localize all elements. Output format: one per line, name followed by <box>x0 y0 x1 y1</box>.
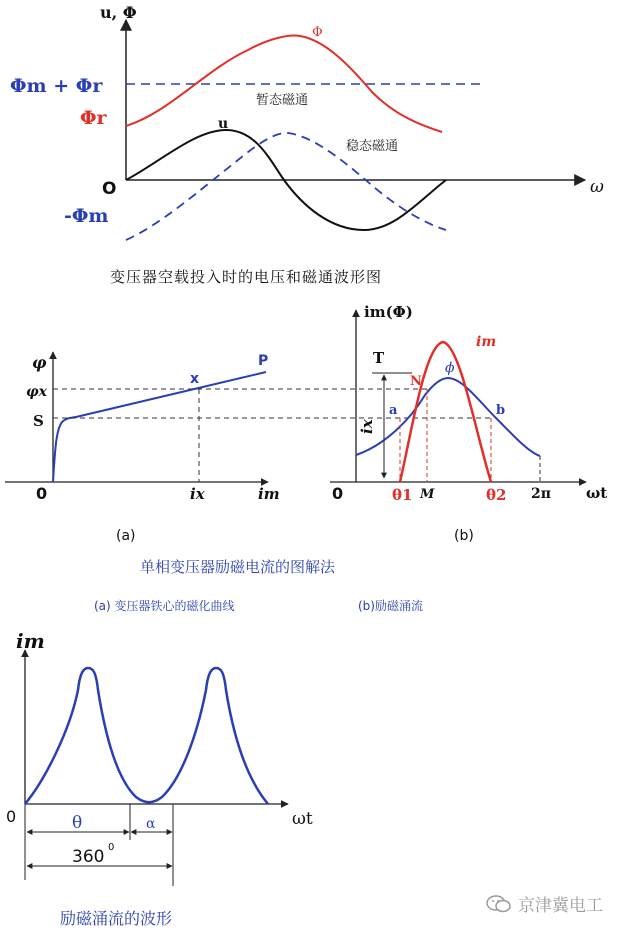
fig2b-t-label: T <box>373 349 385 367</box>
fig2b-n-label: N <box>410 374 422 389</box>
fig2-subcaption-b: (b)励磁涌流 <box>358 599 423 613</box>
figure-1 <box>10 3 604 240</box>
fig1-phir-label: Φr <box>80 107 107 129</box>
fig2a-x-axis-label: im <box>258 485 280 503</box>
watermark <box>486 891 603 916</box>
fig2b-ix-label: ix <box>358 419 376 434</box>
fig2b-m-label: M <box>420 487 435 502</box>
fig2b-theta1-label: θ1 <box>392 486 413 504</box>
fig3-caption: 励磁涌流的波形 <box>60 909 173 928</box>
fig2-caption: 单相变压器励磁电流的图解法 <box>140 558 336 576</box>
fig2a-phix-label: φx <box>26 384 48 400</box>
fig3-theta-label: θ <box>72 813 83 833</box>
fig2b-im-label: im <box>476 334 497 350</box>
fig1-transient-flux-label: 暂态磁通 <box>256 93 309 108</box>
fig1-y-label: u, Φ <box>100 3 137 22</box>
fig2a-s-label: S <box>33 412 44 430</box>
fig2b-a-label: a <box>389 403 398 418</box>
fig1-phi-label: Φ <box>312 25 323 40</box>
fig2a-x-point-label: x <box>190 371 200 387</box>
fig3-x-axis-label: ωt <box>292 809 313 829</box>
fig2b-b-label: b <box>496 403 506 418</box>
fig3-inrush-curve <box>25 668 268 804</box>
fig2b-phi-label: ϕ <box>445 360 455 376</box>
fig2a-ix-label: ix <box>190 485 205 503</box>
fig1-omega-label: ω <box>590 177 604 197</box>
fig2b-x-axis-label: ωt <box>586 484 608 502</box>
fig3-alpha-label: α <box>146 816 156 832</box>
fig2b-y-label: im(Φ) <box>364 303 413 321</box>
fig3-origin-label: 0 <box>6 807 17 826</box>
watermark-text: 京津冀电工 <box>518 896 603 916</box>
figure-2b <box>330 303 607 544</box>
fig3-y-label: im <box>16 629 45 653</box>
fig2-subcaption-a: (a) 变压器铁心的磁化曲线 <box>94 599 235 613</box>
fig1-steady-flux-label: 稳态磁通 <box>346 139 399 154</box>
fig1-caption: 变压器空载投入时的电压和磁通波形图 <box>110 268 383 286</box>
fig1-neg-phim-label: -Φm <box>64 205 109 227</box>
fig2b-sub-label: (b) <box>454 528 474 544</box>
fig3-360-label: 360 <box>72 847 105 867</box>
fig2a-sub-label: (a) <box>116 528 136 544</box>
fig2a-y-label: φ <box>32 353 47 372</box>
fig1-phim-plus-phir-label: Φm + Φr <box>10 75 103 97</box>
fig2a-origin-label: 0 <box>36 484 48 503</box>
fig1-u-label: u <box>218 116 229 132</box>
wechat-icon <box>486 894 512 914</box>
fig2b-origin-label: 0 <box>332 484 344 503</box>
fig2b-theta2-label: θ2 <box>486 486 507 504</box>
figure-3 <box>6 629 313 886</box>
fig3-deg-sup: 0 <box>108 842 115 853</box>
fig2b-2pi-label: 2π <box>531 486 551 502</box>
fig2a-p-label: P <box>258 353 269 369</box>
fig1-origin-label: O <box>102 179 117 199</box>
